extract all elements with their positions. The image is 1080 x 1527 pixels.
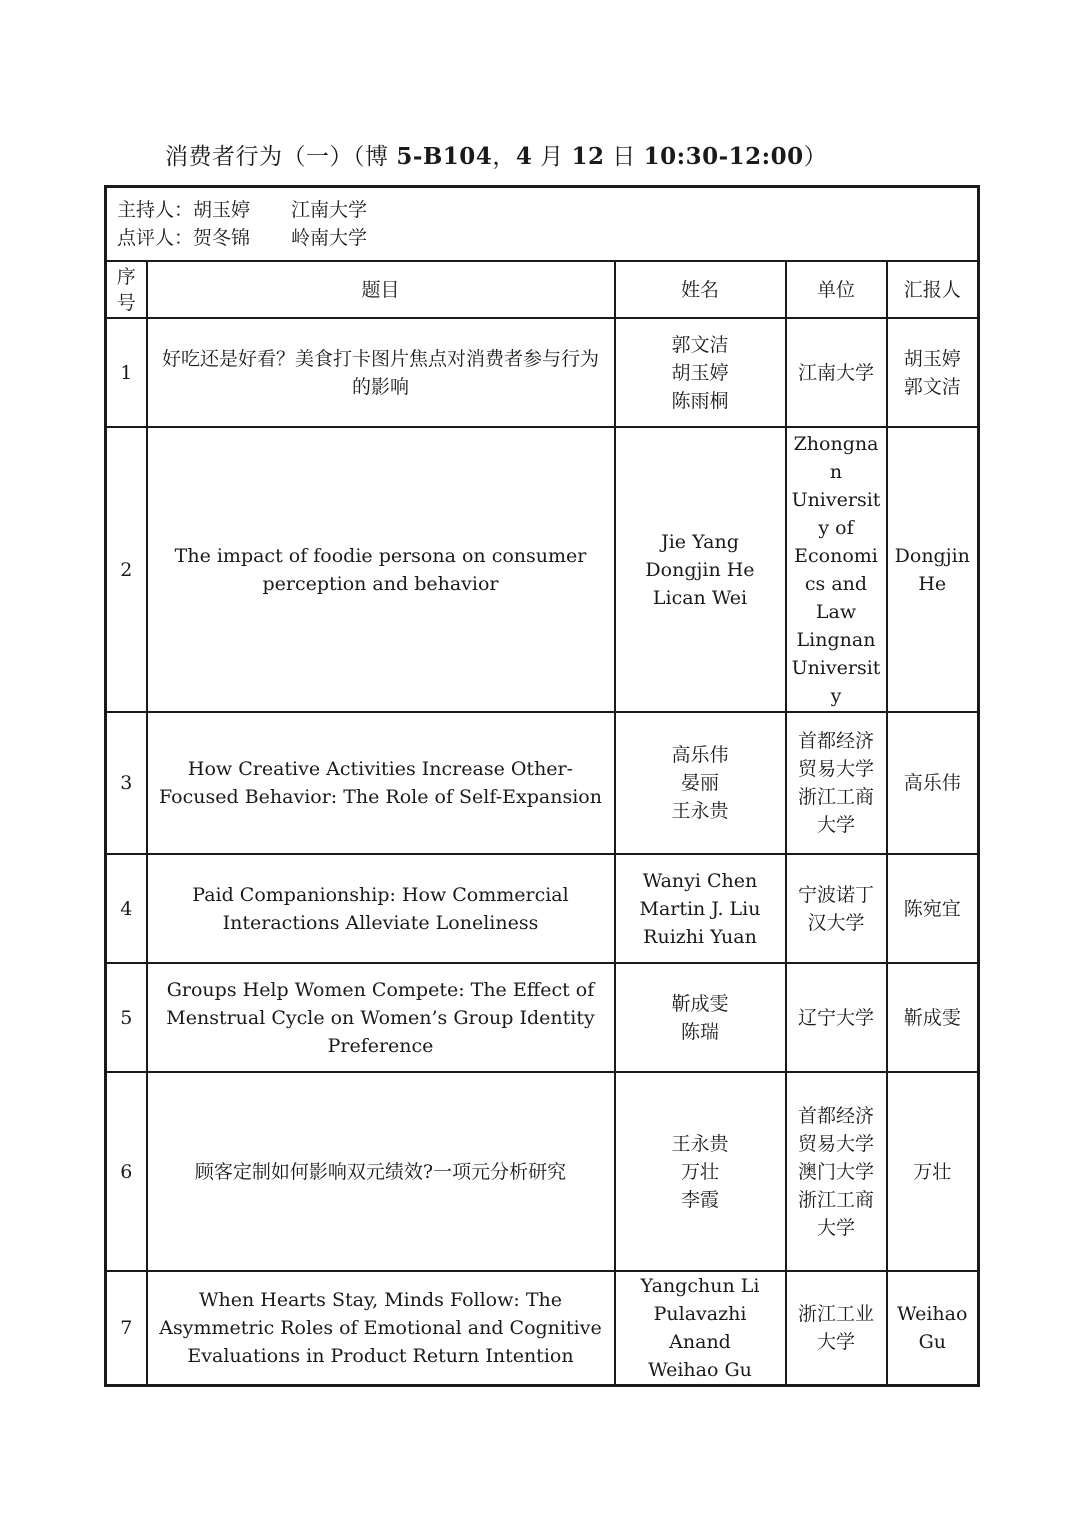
presenter-name: 陈宛宜 <box>903 897 961 920</box>
authors-cell <box>615 1271 786 1386</box>
paper-title: 好吃还是好看？美食打卡图片焦点对消费者参与行为的影响 <box>147 318 615 427</box>
author-name: Yangchun Li <box>640 1275 760 1297</box>
presenter-name: Weihao Gu <box>897 1303 974 1353</box>
author-name: 王永贵 <box>671 1132 729 1155</box>
header-authors: 姓名 <box>615 261 786 318</box>
author-name: Wanyi Chen <box>642 869 758 892</box>
session-name: 消费者行为（一） <box>165 144 353 170</box>
presenter-name: 胡玉婷 <box>903 347 961 370</box>
affiliation-name: 浙江工业大学 <box>797 1303 874 1353</box>
affiliation-cell <box>786 427 887 712</box>
presenter-cell <box>887 427 979 712</box>
table-row <box>106 854 979 963</box>
venue-prefix: 博 <box>365 144 397 170</box>
table-header-row <box>106 261 979 318</box>
table-row <box>106 427 979 712</box>
header-no <box>106 261 147 318</box>
presenter-cell <box>887 318 979 427</box>
presenter-name: 靳成雯 <box>903 1006 961 1029</box>
paper-title: How Creative Activities Increase Other-Focused Behavior: The Role of Self-Expansion <box>147 712 615 854</box>
paper-title: When Hearts Stay, Minds Follow: The Asymmetric Roles of Emotional and Cognitive Evaluations in Product Return Intention <box>147 1271 615 1386</box>
row-number: 2 <box>106 427 147 712</box>
affiliation-name: Zhongnan University of Economics and Law <box>791 432 881 623</box>
affiliation-name: Lingnan University <box>791 628 882 707</box>
title-paren-open: （ <box>353 144 365 170</box>
author-name: 李霞 <box>680 1188 719 1211</box>
presenter-cell <box>887 712 979 854</box>
title-separator: ， <box>492 144 516 170</box>
authors-cell <box>615 712 786 854</box>
affiliation-cell <box>786 1072 887 1271</box>
table-row <box>106 1271 979 1386</box>
reviewer-label: 点评人： <box>117 227 194 249</box>
header-no-line1: 序 <box>116 265 136 288</box>
host-label: 主持人： <box>117 199 194 221</box>
author-name: 靳成雯 <box>671 992 729 1015</box>
author-name: 郭文洁 <box>671 333 729 356</box>
header-affiliation: 单位 <box>786 261 887 318</box>
presenter-name: 万壮 <box>913 1160 952 1183</box>
affiliation-name: 辽宁大学 <box>797 1006 874 1029</box>
month-unit: 月 <box>532 144 572 170</box>
session-info-row <box>106 187 979 262</box>
paper-title: The impact of foodie persona on consumer perception and behavior <box>147 427 615 712</box>
row-number: 4 <box>106 854 147 963</box>
author-name: Weihao Gu <box>648 1359 752 1381</box>
session-month: 4 <box>515 143 533 170</box>
author-name: Dongjin He <box>645 558 755 581</box>
session-day: 12 <box>571 143 605 170</box>
paper-title: 顾客定制如何影响双元绩效?一项元分析研究 <box>147 1072 615 1271</box>
presenter-cell <box>887 1072 979 1271</box>
host-line <box>117 196 967 224</box>
row-number: 3 <box>106 712 147 854</box>
affiliation-cell <box>786 712 887 854</box>
schedule-table <box>104 185 980 1387</box>
affiliation-name: 浙江工商大学 <box>797 1188 874 1239</box>
header-presenter: 汇报人 <box>887 261 979 318</box>
reviewer-name: 贺冬锦 <box>193 227 251 249</box>
affiliation-name: 宁波诺丁汉大学 <box>797 883 874 934</box>
host-org: 江南大学 <box>291 199 368 221</box>
presenter-name: 郭文洁 <box>903 375 961 398</box>
row-number: 7 <box>106 1271 147 1386</box>
presenter-cell <box>887 854 979 963</box>
session-time: 10:30-12:00 <box>643 143 804 170</box>
reviewer-line <box>117 224 967 252</box>
page-title <box>165 141 827 173</box>
presenter-cell <box>887 1271 979 1386</box>
author-name: 陈雨桐 <box>671 389 729 412</box>
author-name: 万壮 <box>680 1160 719 1183</box>
presenter-name: Dongjin He <box>894 544 976 595</box>
host-name: 胡玉婷 <box>193 199 251 221</box>
reviewer-org: 岭南大学 <box>291 227 368 249</box>
day-unit: 日 <box>604 144 644 170</box>
venue-room: 5-B104 <box>396 143 493 170</box>
session-info-cell <box>106 187 979 262</box>
affiliation-name: 江南大学 <box>797 361 874 384</box>
row-number: 6 <box>106 1072 147 1271</box>
paper-title: Paid Companionship: How Commercial Interactions Alleviate Loneliness <box>147 854 615 963</box>
row-number: 5 <box>106 963 147 1072</box>
authors-cell <box>615 318 786 427</box>
table-row <box>106 318 979 427</box>
header-no-line2: 号 <box>116 291 136 314</box>
authors-cell <box>615 427 786 712</box>
title-paren-close: ） <box>803 144 828 170</box>
author-name: 胡玉婷 <box>671 361 729 384</box>
author-name: 王永贵 <box>671 800 729 822</box>
header-title: 题目 <box>147 261 615 318</box>
table-row <box>106 712 979 854</box>
authors-cell <box>615 963 786 1072</box>
author-name: 晏丽 <box>680 772 719 794</box>
authors-cell <box>615 854 786 963</box>
affiliation-name: 首都经济贸易大学 <box>797 730 874 780</box>
author-name: Martin J. Liu <box>639 897 761 920</box>
author-name: 陈瑞 <box>680 1020 719 1043</box>
table-row <box>106 963 979 1072</box>
author-name: Pulavazhi Anand <box>653 1303 753 1353</box>
affiliation-name: 首都经济贸易大学 <box>797 1104 874 1155</box>
presenter-cell <box>887 963 979 1072</box>
author-name: Jie Yang <box>661 530 739 553</box>
authors-cell <box>615 1072 786 1271</box>
author-name: Lican Wei <box>652 586 748 609</box>
affiliation-name: 澳门大学 <box>797 1160 874 1183</box>
paper-title: Groups Help Women Compete: The Effect of Menstrual Cycle on Women’s Group Identity Preference <box>147 963 615 1072</box>
affiliation-cell <box>786 1271 887 1386</box>
affiliation-cell <box>786 854 887 963</box>
affiliation-cell <box>786 963 887 1072</box>
author-name: Ruizhi Yuan <box>643 925 757 948</box>
author-name: 高乐伟 <box>671 744 729 766</box>
affiliation-cell <box>786 318 887 427</box>
affiliation-name: 浙江工商大学 <box>797 786 874 836</box>
presenter-name: 高乐伟 <box>903 772 961 794</box>
row-number: 1 <box>106 318 147 427</box>
table-row <box>106 1072 979 1271</box>
